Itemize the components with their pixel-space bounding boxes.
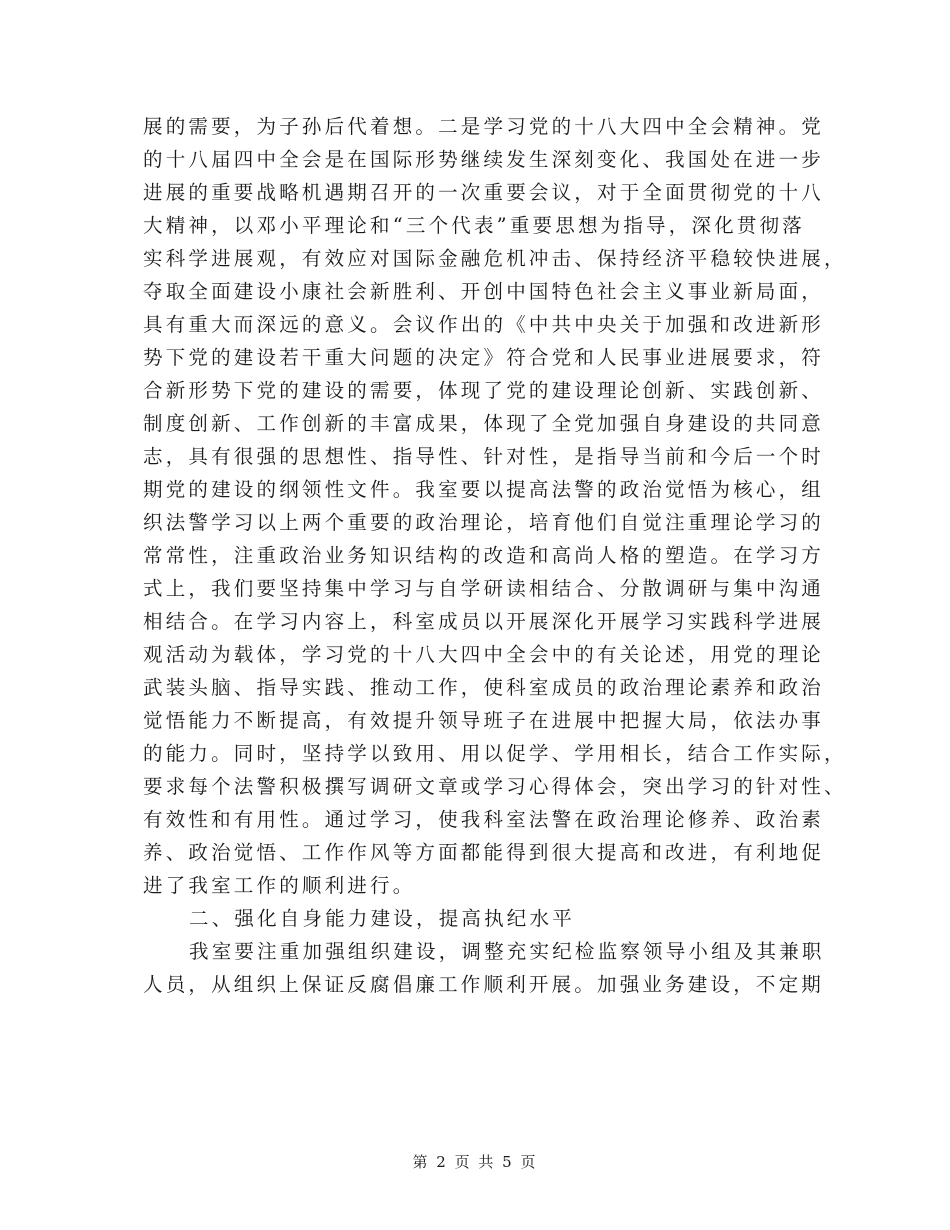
body-line: 具有重大而深远的意义。会议作出的《中共中央关于加强和改进新形 — [143, 313, 825, 336]
body-line: 实科学进展观，有效应对国际金融危机冲击、保持经济平稳较快进展， — [143, 247, 847, 270]
body-line: 志，具有很强的思想性、指导性、针对性，是指导当前和今后一个时 — [143, 445, 825, 468]
body-line: 人员，从组织上保证反腐倡廉工作顺利开展。加强业务建设，不定期 — [143, 973, 825, 996]
body-line: 武装头脑、指导实践、推动工作，使科室成员的政治理论素养和政治 — [143, 676, 825, 699]
body-line: 的十八届四中全会是在国际形势继续发生深刻变化、我国处在进一步 — [143, 148, 825, 171]
body-line: 相结合。在学习内容上，科室成员以开展深化开展学习实践科学进展 — [143, 610, 825, 633]
body-line: 观活动为载体，学习党的十八大四中全会中的有关论述，用党的理论 — [143, 643, 825, 666]
body-line: 进展的重要战略机遇期召开的一次重要会议，对于全面贯彻党的十八 — [143, 181, 825, 204]
body-line: 要求每个法警积极撰写调研文章或学习心得体会，突出学习的针对性、 — [143, 775, 847, 798]
body-line: 常常性，注重政治业务知识结构的改造和高尚人格的塑造。在学习方 — [143, 544, 825, 567]
body-line: 大精神，以邓小平理论和“三个代表”重要思想为指导，深化贯彻落 — [143, 214, 805, 237]
body-line: 养、政治觉悟、工作作风等方面都能得到很大提高和改进，有利地促 — [143, 841, 825, 864]
body-line: 展的需要，为子孙后代着想。二是学习党的十八大四中全会精神。党 — [143, 115, 825, 138]
body-line: 制度创新、工作创新的丰富成果，体现了全党加强自身建设的共同意 — [143, 412, 825, 435]
body-line: 织法警学习以上两个重要的政治理论，培育他们自觉注重理论学习的 — [143, 511, 825, 534]
body-line: 式上，我们要坚持集中学习与自学研读相结合、分散调研与集中沟通 — [143, 577, 825, 600]
body-line: 的能力。同时，坚持学以致用、用以促学、学用相长，结合工作实际， — [143, 742, 847, 765]
body-line: 期党的建设的纲领性文件。我室要以提高法警的政治觉悟为核心，组 — [143, 478, 825, 501]
body-line: 进了我室工作的顺利进行。 — [143, 874, 416, 897]
body-line: 觉悟能力不断提高，有效提升领导班子在进展中把握大局，依法办事 — [143, 709, 825, 732]
section-heading: 二、强化自身能力建设，提高执纪水平 — [189, 907, 575, 930]
body-line: 合新形势下党的建设的需要，体现了党的建设理论创新、实践创新、 — [143, 379, 825, 402]
body-line: 有效性和有用性。通过学习，使我科室法警在政治理论修养、政治素 — [143, 808, 825, 831]
body-line: 势下党的建设若干重大问题的决定》符合党和人民事业进展要求，符 — [143, 346, 825, 369]
body-line: 夺取全面建设小康社会新胜利、开创中国特色社会主义事业新局面， — [143, 280, 825, 303]
page-number-footer: 第 2 页 共 5 页 — [412, 1153, 538, 1171]
body-line: 我室要注重加强组织建设，调整充实纪检监察领导小组及其兼职 — [189, 940, 825, 963]
